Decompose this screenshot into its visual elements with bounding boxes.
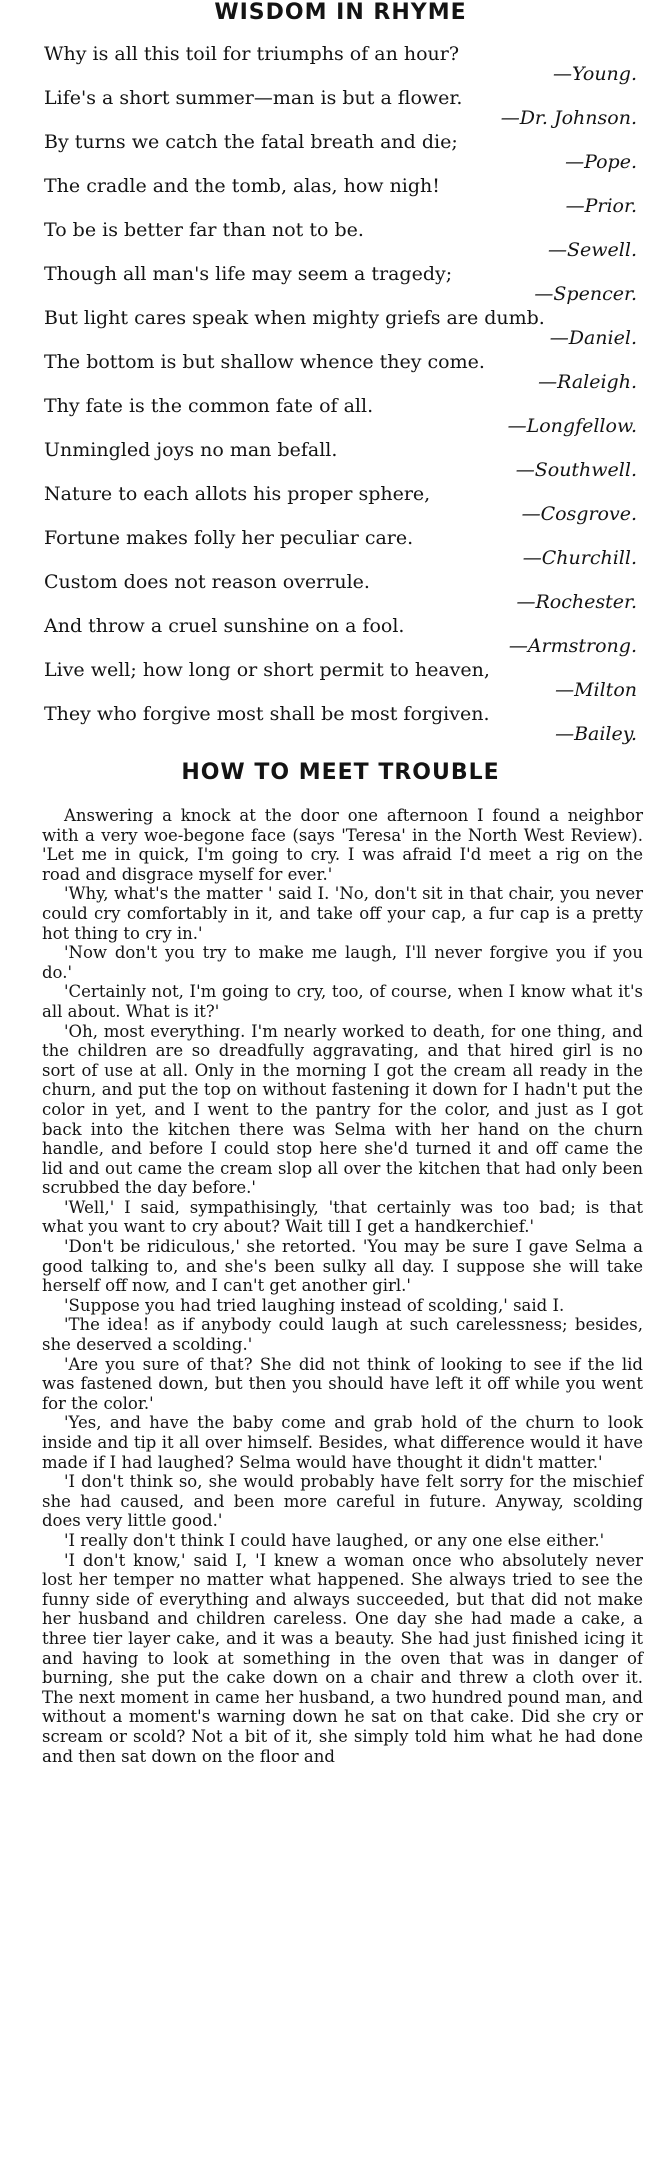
poem-author: —Spencer. <box>534 283 637 305</box>
poem-author: —Armstrong. <box>508 635 637 657</box>
poem-verse: By turns we catch the fatal breath and die; <box>44 131 458 153</box>
poem-line <box>44 306 637 350</box>
poem-line <box>44 614 637 658</box>
poem-author: —Rochester. <box>516 591 637 613</box>
article-paragraph: 'Why, what's the matter ' said I. 'No, don't sit in that chair, you never could cry comfortably in it, and take off your cap, a fur cap is a pretty hot thing to cry in.' <box>42 884 643 943</box>
poem-verse: They who forgive most shall be most forgiven. <box>44 703 490 725</box>
article-paragraph: 'Now don't you try to make me laugh, I'll never forgive you if you do.' <box>42 943 643 982</box>
poem-author: —Bailey. <box>555 723 637 745</box>
poem-author: —Young. <box>552 63 637 85</box>
article-paragraph: 'Don't be ridiculous,' she retorted. 'You may be sure I gave Selma a good talking to, and she's been sulky all day. I suppose she will take herself off now, and I can't get another girl.' <box>42 1237 643 1296</box>
poem-verse: Unmingled joys no man befall. <box>44 439 338 461</box>
poem-line <box>44 394 637 438</box>
poem-verse: The bottom is but shallow whence they come. <box>44 351 485 373</box>
article-paragraph: 'Are you sure of that? She did not think of looking to see if the lid was fastened down, but then you should have left it off while you went for the color.' <box>42 1354 643 1413</box>
poem-verse: Live well; how long or short permit to heaven, <box>44 659 490 681</box>
poem-author: —Milton <box>555 679 637 701</box>
poem-author: —Longfellow. <box>507 415 637 437</box>
poem-verse: And throw a cruel sunshine on a fool. <box>44 615 405 637</box>
article-paragraph: 'Suppose you had tried laughing instead of scolding,' said I. <box>64 1295 565 1315</box>
poem-line <box>44 174 637 218</box>
poem-line <box>44 570 637 614</box>
poem-line <box>44 526 637 570</box>
article-paragraph: 'I don't think so, she would probably have felt sorry for the mischief she had caused, and been more careful in future. Anyway, scolding does very little good.' <box>42 1472 643 1531</box>
article-paragraph: 'I really don't think I could have laughed, or any one else either.' <box>64 1530 605 1550</box>
article-paragraph: 'The idea! as if anybody could laugh at such carelessness; besides, she deserved a scolding.' <box>42 1315 643 1355</box>
poem-author: —Dr. Johnson. <box>500 107 637 129</box>
poem-verse: To be is better far than not to be. <box>44 219 364 241</box>
poem-verse: Why is all this toil for triumphs of an hour? <box>44 43 460 65</box>
poem-line <box>44 42 637 86</box>
poem-line <box>44 262 637 306</box>
poem-verse: Fortune makes folly her peculiar care. <box>44 527 414 549</box>
poem <box>44 42 637 746</box>
poem-author: —Sewell. <box>548 239 637 261</box>
poem-line <box>44 86 637 130</box>
poem-verse: Custom does not reason overrule. <box>44 571 370 593</box>
poem-author: —Daniel. <box>549 327 637 349</box>
poem-verse: Thy fate is the common fate of all. <box>44 395 374 417</box>
poem-author: —Southwell. <box>515 459 637 481</box>
article-paragraph: 'Oh, most everything. I'm nearly worked to death, for one thing, and the children are so dreadfully aggravating, and that hired girl is no sort of use at all. Only in the morning I got the cream all ready in the churn, and put the top on without fastening it down for I hadn't put the color in yet, and I went to the pantry for the color, and just as I got back into the kitchen there was Selma with her hand on the churn handle, and before I could stop here she'd turned it and off came the lid and out came the cream slop all over the kitchen that had only been scrubbed the day before.' <box>42 1021 643 1198</box>
poem-line <box>44 438 637 482</box>
poem-line <box>44 130 637 174</box>
poem-line <box>44 350 637 394</box>
poem-line <box>44 482 637 526</box>
poem-verse: Life's a short summer—man is but a flower. <box>44 87 463 109</box>
poem-author: —Cosgrove. <box>521 503 637 525</box>
poem-verse: The cradle and the tomb, alas, how nigh! <box>44 175 440 197</box>
poem-verse: Nature to each allots his proper sphere, <box>44 483 431 505</box>
section-title-wisdom-in-rhyme: WISDOM IN RHYME <box>214 0 467 25</box>
poem-line <box>44 702 637 746</box>
poem-author: —Pope. <box>565 151 637 173</box>
poem-author: —Raleigh. <box>538 371 637 393</box>
poem-line <box>44 658 637 702</box>
section-title-how-to-meet-trouble: HOW TO MEET TROUBLE <box>181 760 500 785</box>
article-paragraph: Answering a knock at the door one afternoon I found a neighbor with a very woe-begone face (says 'Teresa' in the North West Review). 'Let me in quick, I'm going to cry. I was afraid I'd meet a rig on the road and disgrace myself for ever.' <box>42 806 643 884</box>
poem-verse: Though all man's life may seem a tragedy; <box>44 263 453 285</box>
article-paragraph: 'I don't know,' said I, 'I knew a woman once who absolutely never lost her temper no matter what happened. She always tried to see the funny side of everything and always succeeded, but that did not make her husband and children careless. One day she had made a cake, a three tier layer cake, and it was a beauty. She had just finished icing it and having to look at something in the oven that was in danger of burning, she put the cake down on a chair and threw a cloth over it. The next moment in came her husband, a two hundred pound man, and without a moment's warning down he sat on that cake. Did she cry or scream or scold? Not a bit of it, she simply told him what he had done and then sat down on the floor and <box>42 1550 643 1766</box>
poem-author: —Churchill. <box>522 547 637 569</box>
article-paragraph: 'Certainly not, I'm going to cry, too, of course, when I know what it's all about. What is it?' <box>42 982 643 1021</box>
article-paragraph: 'Yes, and have the baby come and grab hold of the churn to look inside and tip it all over himself. Besides, what difference would it have made if I had laughed? Selma would have thought it didn't matter.' <box>42 1413 643 1472</box>
poem-verse: But light cares speak when mighty griefs are dumb. <box>44 307 545 329</box>
article-paragraph: 'Well,' I said, sympathisingly, 'that certainly was too bad; is that what you want to cry about? Wait till I get a handkerchief.' <box>42 1197 643 1237</box>
poem-author: —Prior. <box>565 195 637 217</box>
poem-line <box>44 218 637 262</box>
article-body <box>42 806 643 1766</box>
